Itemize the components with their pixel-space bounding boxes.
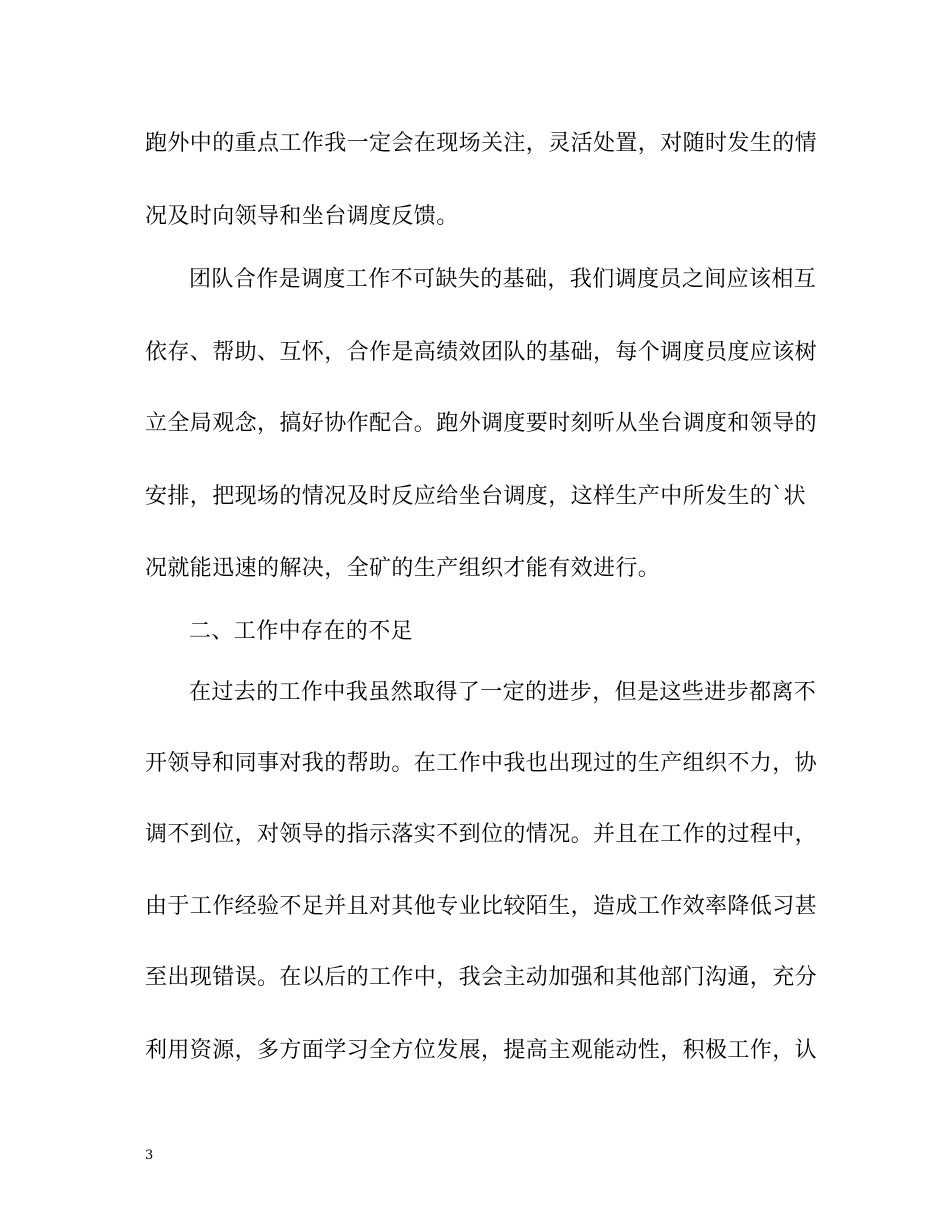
text-line: 开领导和同事对我的帮助。在工作中我也出现过的生产组织不力，协: [145, 751, 818, 776]
text-line: 由于工作经验不足并且对其他专业比较陌生，造成工作效率降低习甚: [145, 894, 818, 919]
page-number: 3: [145, 1148, 154, 1163]
text-line: 跑外中的重点工作我一定会在现场关注，灵活处置，对随时发生的情: [145, 131, 818, 156]
text-line: 调不到位，对领导的指示落实不到位的情况。并且在工作的过程中，: [145, 822, 818, 847]
text-line: 依存、帮助、互怀，合作是高绩效团队的基础，每个调度员度应该树: [145, 340, 818, 365]
text-line: 安排，把现场的情况及时反应给坐台调度，这样生产中所发生的`状: [145, 484, 807, 509]
paragraph-start-line: 在过去的工作中我虽然取得了一定的进步，但是这些进步都离不: [189, 680, 817, 705]
text-line: 况就能迅速的解决，全矿的生产组织才能有效进行。: [145, 556, 661, 581]
text-line: 立全局观念，搞好协作配合。跑外调度要时刻听从坐台调度和领导的: [145, 411, 818, 436]
text-line: 况及时向领导和坐台调度反馈。: [145, 204, 459, 229]
paragraph-start-line: 团队合作是调度工作不可缺失的基础，我们调度员之间应该相互: [189, 267, 817, 292]
text-line: 至出现错误。在以后的工作中，我会主动加强和其他部门沟通，充分: [145, 965, 818, 990]
section-heading: 二、工作中存在的不足: [189, 619, 414, 644]
text-line: 利用资源，多方面学习全方位发展，提高主观能动性，积极工作，认: [145, 1038, 818, 1063]
